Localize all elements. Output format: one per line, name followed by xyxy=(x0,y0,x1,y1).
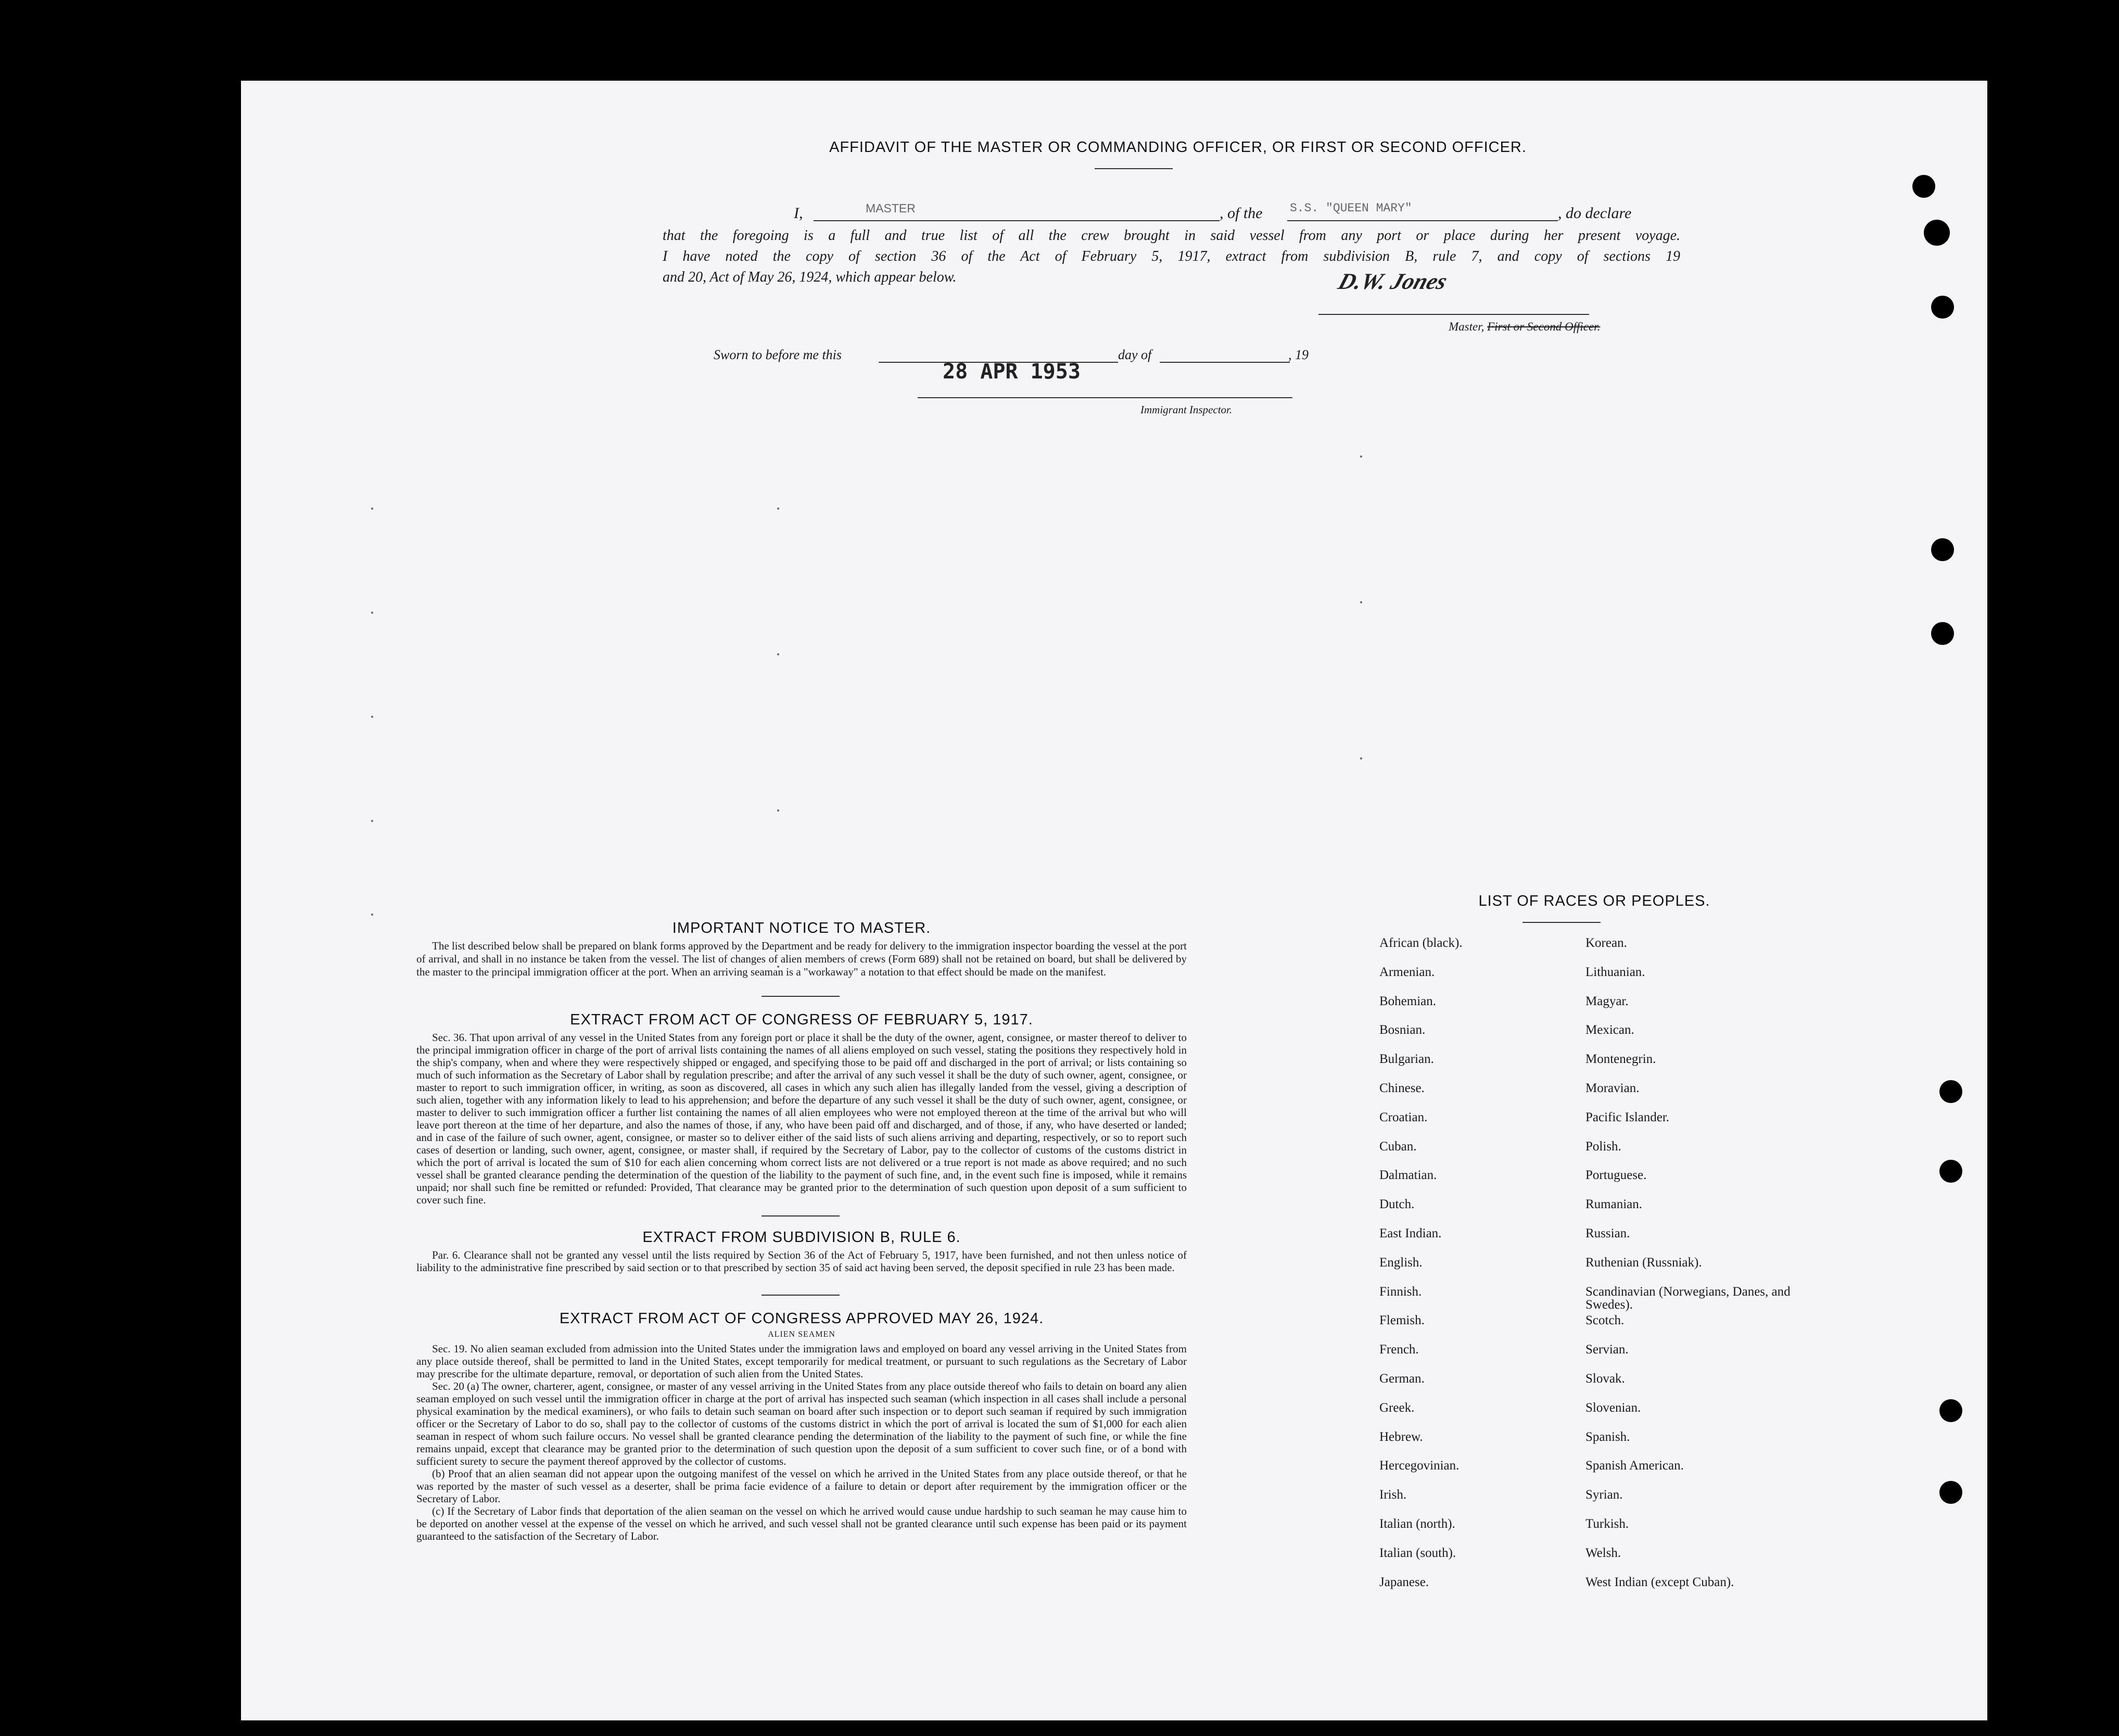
extract-1917-text: Sec. 36. That upon arrival of any vessel in the United States from any foreign port or place it shall be the duty of the owner, agent, consignee, or master thereof to deliver to the principal immigration officer in charge of the port of arrival lists containing the names of all aliens employed on such vessel, stating the positions they respectively hold in the ship's company, when and where they were respectively shipped or engaged, and specifying those to be paid off and discharged in the port of arrival; or lists containing so much of such information as the Secretary of Labor shall by regulation prescribe; and after the arrival of any such vessel it shall be the duty of such owner, agent, consignee, or master to report to such immigration officer, in writing, as soon as discovered, all cases in which any such alien has illegally landed from the vessel, giving a description of such alien, together with any information likely to lead to his apprehension; and before the departure of any such vessel it shall be the duty of such owner, agent, consignee, or master to deliver to such immigration officer a further list containing the names of all alien employees who were not employed thereon at the time of the arrival but who will leave port thereon at the time of her departure, and also the names of those, if any, who have been paid off and discharged, and of those, if any, who have deserted or landed; and in case of the failure of such owner, agent, consignee, or master so to deliver either of the said lists of such aliens arriving and departing, respectively, or so to report such cases of desertion or landing, such owner, agent, consignee, or master shall, if required by the Secretary of Labor, pay to the collector of customs of the customs district in which the port of arrival is located the sum of $10 for each alien concerning whom correct lists are not delivered or a true report is not made as above required; and no such vessel shall be granted clearance pending the determination of the question of the liability to the payment of such fine, and, in the event such fine is imposed, while it remains unpaid; nor shall such fine be remitted or refunded: Provided, That clearance may be granted prior to the determination of such question upon deposit of a sum sufficient to cover such fine. xyxy=(416,1031,1187,1206)
extract-1924-body xyxy=(416,1342,1187,1542)
affidavit-line-2: that the foregoing is a full and true list of all the crew brought in said vessel from any port or place during her present voyage. xyxy=(663,227,1680,244)
rule6-rule xyxy=(762,1295,840,1296)
caption-struck: First or Second Officer. xyxy=(1487,320,1601,333)
race-item: Irish. xyxy=(1379,1488,1407,1502)
signature-line xyxy=(1318,314,1589,315)
races-rule xyxy=(1522,922,1601,923)
sec20a-text: Sec. 20 (a) The owner, charterer, agent, consignee, or master of any vessel arriving in the United States from any place outside thereof who fails to detain on board any alien seaman employed on such vessel until the immigration officer in charge at the port of arrival has inspected such seaman (which inspection in all cases shall include a personal physical examination by the medical examiners), or who fails to detain such seaman on board after such inspection or to deport such seaman if required by such immigration officer or the Secretary of Labor to do so, shall pay to the collector of customs of the customs district in which the port of arrival is located the sum of $1,000 for each alien seaman in respect of whom such failure occurs. No vessel shall be granted clearance pending the determination of the liability to the payment of such fine, or while the fine remains unpaid, except that clearance may be granted prior to the determination of such question upon the deposit of a sum sufficient to cover such fine, or of a bond with sufficient surety to secure the payment thereof approved by the collector of customs. xyxy=(416,1380,1187,1467)
name-field-value: MASTER xyxy=(866,201,916,215)
race-item: Pacific Islander. xyxy=(1585,1110,1670,1124)
notice-text: The list described below shall be prepared on blank forms approved by the Department and be ready for delivery to the immigration inspector boarding the vessel at the port of arrival, and shall in no instance be taken from the vessel. The list of changes of alien members of crews (Form 689) shall not be retained on board, but shall be delivered by the master to the principal immigration officer at the port. When an arriving seaman is a "workaway" a notation to that effect should be made on the manifest. xyxy=(416,940,1187,978)
extract-1924-heading: EXTRACT FROM ACT OF CONGRESS APPROVED MAY 26, 1924. xyxy=(559,1310,1044,1327)
race-item: Italian (south). xyxy=(1379,1545,1456,1560)
binder-hole xyxy=(1939,1399,1962,1422)
race-item: Finnish. xyxy=(1379,1284,1422,1299)
vessel-field-line xyxy=(1287,220,1558,221)
race-item: Servian. xyxy=(1585,1342,1629,1357)
race-item: Bosnian. xyxy=(1379,1023,1426,1037)
race-item: Hebrew. xyxy=(1379,1429,1423,1444)
race-item: West Indian (except Cuban). xyxy=(1585,1575,1734,1589)
race-item: Bohemian. xyxy=(1379,994,1437,1008)
race-item: Japanese. xyxy=(1379,1575,1429,1589)
race-item: Flemish. xyxy=(1379,1313,1425,1328)
binder-hole xyxy=(1939,1481,1962,1504)
race-item: English. xyxy=(1379,1255,1423,1270)
affidavit-heading: AFFIDAVIT OF THE MASTER OR COMMANDING OFFICER, OR FIRST OR SECOND OFFICER. xyxy=(829,139,1527,156)
sec20c-text: (c) If the Secretary of Labor finds that deportation of the alien seaman on the vessel on which he arrived would cause undue hardship to such seaman he may cause him to be deported on another vessel at the expense of the vessel on which he arrived, and such vessel shall not be granted clearance until such expense has been paid or its payment guaranteed to the satisfaction of the Secretary of Labor. xyxy=(416,1505,1187,1542)
races-heading: LIST OF RACES OR PEOPLES. xyxy=(1478,893,1710,909)
race-item: Portuguese. xyxy=(1585,1168,1647,1183)
affidavit-line-3: I have noted the copy of section 36 of the Act of February 5, 1917, extract from subdivision B, rule 7, and copy of sections 19 xyxy=(663,248,1680,264)
race-item: Chinese. xyxy=(1379,1081,1425,1095)
extract-1917-rule xyxy=(762,1215,840,1217)
race-item: Magyar. xyxy=(1585,994,1629,1008)
race-item: Armenian. xyxy=(1379,965,1435,979)
document-page xyxy=(241,81,1987,1720)
race-item: Greek. xyxy=(1379,1400,1415,1415)
race-item: Rumanian. xyxy=(1585,1197,1643,1212)
race-item: Scandinavian (Norwegians, Danes, and Swedes). xyxy=(1585,1284,1791,1312)
date-stamp: 28 APR 1953 xyxy=(943,360,1081,384)
year-label: , 19 xyxy=(1288,347,1309,362)
rule6-text: Par. 6. Clearance shall not be granted any vessel until the lists required by Section 36 of the Act of February 5, 1917, have been furnished, and not then unless notice of liability to the administrative fine prescribed by said section or to that prescribed by section 35 of said act having been served, the deposit specified in rule 23 has been made. xyxy=(416,1249,1187,1274)
race-item: Lithuanian. xyxy=(1585,965,1645,979)
race-item: Syrian. xyxy=(1585,1488,1623,1502)
day-of-label: day of xyxy=(1118,347,1152,362)
binder-hole xyxy=(1931,538,1954,561)
race-item: Spanish. xyxy=(1585,1429,1630,1444)
race-item: Moravian. xyxy=(1585,1081,1640,1095)
race-item: Montenegrin. xyxy=(1585,1052,1656,1067)
vessel-field-value: S.S. "QUEEN MARY" xyxy=(1290,201,1412,215)
race-item: Korean. xyxy=(1585,936,1627,950)
race-item: Spanish American. xyxy=(1585,1459,1684,1473)
sworn-label: Sworn to before me this xyxy=(714,347,842,362)
caption-master: Master, xyxy=(1449,320,1484,333)
race-item: African (black). xyxy=(1379,936,1463,950)
race-item: Croatian. xyxy=(1379,1110,1428,1124)
binder-hole xyxy=(1939,1160,1962,1183)
binder-hole xyxy=(1939,1080,1962,1103)
rule6-heading: EXTRACT FROM SUBDIVISION B, RULE 6. xyxy=(642,1229,961,1246)
race-item: East Indian. xyxy=(1379,1226,1442,1240)
race-item: Russian. xyxy=(1585,1226,1630,1240)
name-field-line xyxy=(814,220,1220,221)
race-item: Polish. xyxy=(1585,1139,1621,1154)
affidavit-line-4: and 20, Act of May 26, 1924, which appear below. xyxy=(663,269,957,285)
sec20b-text: (b) Proof that an alien seaman did not appear upon the outgoing manifest of the vessel on which he arrived in the United States from any place outside thereof, or that he was reported by the master of such vessel as a deserter, shall be prima facie evidence of a failure to detain or deport after requirement by the immigration officer or the Secretary of Labor. xyxy=(416,1467,1187,1505)
race-item: German. xyxy=(1379,1372,1425,1386)
race-item: Italian (north). xyxy=(1379,1517,1455,1531)
do-declare-label: , do declare xyxy=(1558,205,1632,222)
race-item: Turkish. xyxy=(1585,1517,1629,1531)
race-item: French. xyxy=(1379,1342,1419,1357)
binder-hole xyxy=(1931,296,1954,319)
of-the-label: , of the xyxy=(1220,205,1263,222)
race-item: Bulgarian. xyxy=(1379,1052,1434,1067)
race-item: Ruthenian (Russniak). xyxy=(1585,1255,1702,1270)
race-item: Mexican. xyxy=(1585,1023,1634,1037)
race-item: Slovenian. xyxy=(1585,1400,1641,1415)
binder-hole xyxy=(1931,622,1954,645)
race-item: Scotch. xyxy=(1585,1313,1625,1328)
binder-hole xyxy=(1924,220,1950,246)
i-label: I, xyxy=(794,205,803,222)
alien-seamen-subheading: ALIEN SEAMEN xyxy=(768,1330,835,1339)
race-item: Welsh. xyxy=(1585,1545,1621,1560)
signature-caption xyxy=(1449,320,1600,334)
notice-heading: IMPORTANT NOTICE TO MASTER. xyxy=(672,920,931,936)
race-item: Cuban. xyxy=(1379,1139,1417,1154)
sec19-text: Sec. 19. No alien seaman excluded from admission into the United States under the immigration laws and employed on board any vessel arriving in the United States from any place outside thereof, shall be permitted to land in the United States, except temporarily for medical treatment, or pursuant to such regulations as the Secretary of Labor may prescribe for the ultimate departure, removal, or deportation of such alien from the United States. xyxy=(416,1342,1187,1380)
sworn-month-line xyxy=(1160,362,1290,363)
race-item: Hercegovinian. xyxy=(1379,1459,1460,1473)
binder-hole xyxy=(1912,175,1935,198)
heading-rule xyxy=(1095,168,1173,169)
race-item: Dutch. xyxy=(1379,1197,1415,1212)
inspector-line xyxy=(918,397,1292,398)
race-item: Slovak. xyxy=(1585,1372,1625,1386)
master-signature: D.W. Jones xyxy=(1335,269,1451,294)
race-item: Dalmatian. xyxy=(1379,1168,1437,1183)
notice-rule xyxy=(762,996,840,997)
inspector-caption: Immigrant Inspector. xyxy=(1140,403,1233,416)
extract-1917-heading: EXTRACT FROM ACT OF CONGRESS OF FEBRUARY 5, 1917. xyxy=(570,1011,1033,1028)
